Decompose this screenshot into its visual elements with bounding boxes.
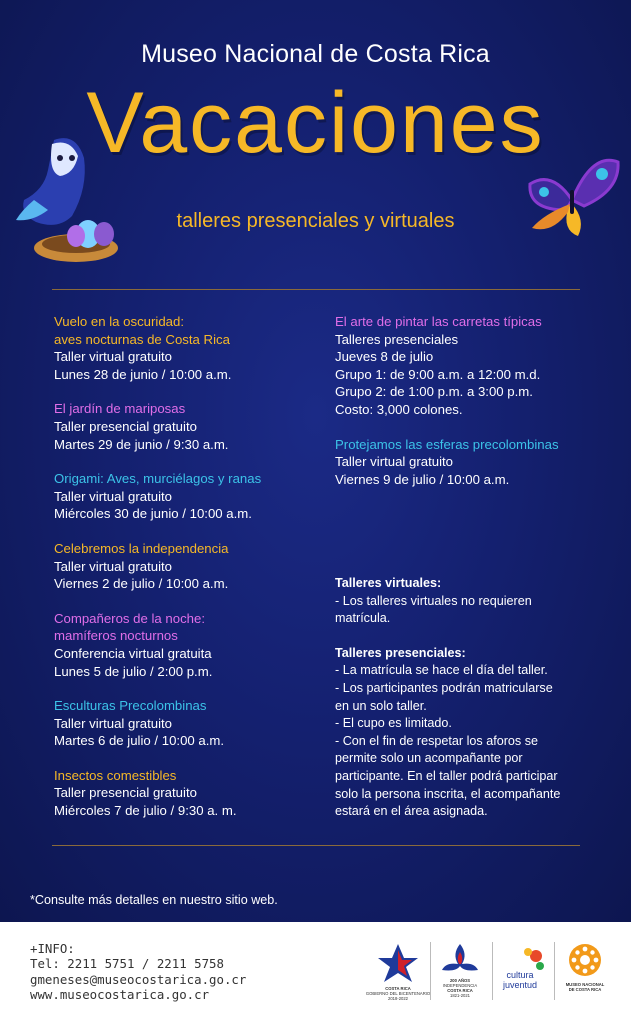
event-detail: Viernes 9 de julio / 10:00 a.m. [335,471,510,487]
museo-nacional-logo [558,940,612,1002]
event-detail: Taller presencial gratuito [54,418,197,434]
note-line: - La matrícula se hace el día del taller. [335,663,548,678]
event-detail: Grupo 2: de 1:00 p.m. a 3:00 p.m. [335,384,533,400]
event-title: Compañeros de la noche: [54,610,206,626]
note-line: estará en el área asignada. [335,804,488,819]
event-title: Origami: Aves, murciélagos y ranas [54,471,262,487]
virtual-heading: Talleres virtuales: [335,576,442,590]
logo-text: GOBIERNO DEL BICENTENARIO [365,991,431,996]
presencial-heading: Talleres presenciales: [335,645,466,660]
note-line: - Los participantes podrán matricularse [335,680,553,695]
logo-text: COSTA RICA [385,986,411,991]
note-line: en un solo taller. [335,698,427,713]
logo-text: cultura [506,970,534,980]
notes [335,575,595,821]
event-title: aves nocturnas de Costa Rica [54,331,230,347]
event-item [54,697,324,750]
event-title: Protejamos las esferas precolombinas [335,436,559,452]
event-detail: Taller virtual gratuito [54,349,173,365]
subtitle: talleres presenciales y virtuales [176,210,455,232]
note-line: - Con el fin de respetar los aforos se [335,733,539,748]
event-title: Esculturas Precolombinas [54,698,207,714]
event-detail: Costo: 3,000 colones. [335,401,463,417]
event-title: El arte de pintar las carretas típicas [335,314,542,329]
logo-text: INDEPENDENCIA [442,983,478,988]
event-item [54,540,324,593]
event-item [54,767,324,820]
museum-title: Museo Nacional de Costa Rica [141,40,490,68]
contact-block [30,941,246,1003]
event-title: Celebremos la independencia [54,540,229,556]
event-detail: Talleres presenciales [335,331,459,347]
logo-text: 2018-2022 [387,996,409,1001]
event-detail: Conferencia virtual gratuita [54,645,212,661]
event-title: Vuelo en la oscuridad: [54,314,185,329]
event-title: mamíferos nocturnos [54,628,178,644]
event-detail: Miércoles 7 de julio / 9:30 a. m. [54,803,237,819]
note-line: matrícula. [335,611,391,626]
contact-info-label: +INFO: [30,941,75,956]
event-detail: Grupo 1: de 9:00 a.m. a 12:00 m.d. [335,366,541,382]
events-left-column [54,313,324,837]
event-item [54,313,324,383]
event-item [335,313,595,419]
logo-text: 200 AÑOS [449,978,471,983]
note-line: solo la persona inscrita, el acompañante [335,786,561,801]
event-item [54,610,324,680]
event-item [54,470,324,523]
logo-text: DE COSTA RICA [568,987,602,992]
event-title: El jardín de mariposas [54,401,186,417]
event-detail: Taller presencial gratuito [54,785,197,801]
event-detail: Taller virtual gratuito [54,715,173,731]
logo-text: MUSEO NACIONAL [565,982,605,987]
costa-rica-government-logo [365,940,431,1002]
cultura-juventud-logo [496,940,548,1002]
event-item [335,436,595,489]
event-detail: Martes 29 de junio / 9:30 a.m. [54,436,229,452]
event-detail: Martes 6 de julio / 10:00 a.m. [54,733,225,749]
note-line: - Los talleres virtuales no requieren [335,593,532,608]
bicentenario-logo [434,940,486,1002]
owl-illustration [14,130,134,270]
note-line: participante. En el taller podrá participar [335,768,558,783]
logo-strip [365,940,612,1005]
event-detail: Taller virtual gratuito [54,558,173,574]
logo-text: 1821-2021 [449,993,471,998]
events-right-column [335,313,595,505]
contact-email[interactable]: gmeneses@museocostarica.go.cr [30,971,247,987]
footnote: *Consulte más detalles en nuestro sitio web. [30,893,278,907]
contact-website[interactable]: www.museocostarica.go.cr [30,987,210,1003]
butterfly-illustration [522,150,622,240]
event-detail: Taller virtual gratuito [335,454,454,470]
logo-text: COSTA RICA [447,988,473,993]
contact-phone[interactable]: Tel: 2211 5751 / 2211 5758 [30,956,224,972]
event-detail: Lunes 5 de julio / 2:00 p.m. [54,663,213,679]
page-title: Vacaciones [86,75,545,171]
event-detail: Taller virtual gratuito [54,488,173,504]
event-item [54,400,324,453]
event-detail: Miércoles 30 de junio / 10:00 a.m. [54,506,252,522]
event-detail: Jueves 8 de julio [335,349,434,365]
event-detail: Lunes 28 de junio / 10:00 a.m. [54,366,232,382]
divider-top [52,289,580,290]
event-detail: Viernes 2 de julio / 10:00 a.m. [54,576,229,592]
event-title: Insectos comestibles [54,767,177,783]
logo-text: juventud [502,980,538,990]
note-line: permite solo un acompañante por [335,751,523,766]
divider-bottom [52,845,580,846]
note-line: - El cupo es limitado. [335,716,452,731]
